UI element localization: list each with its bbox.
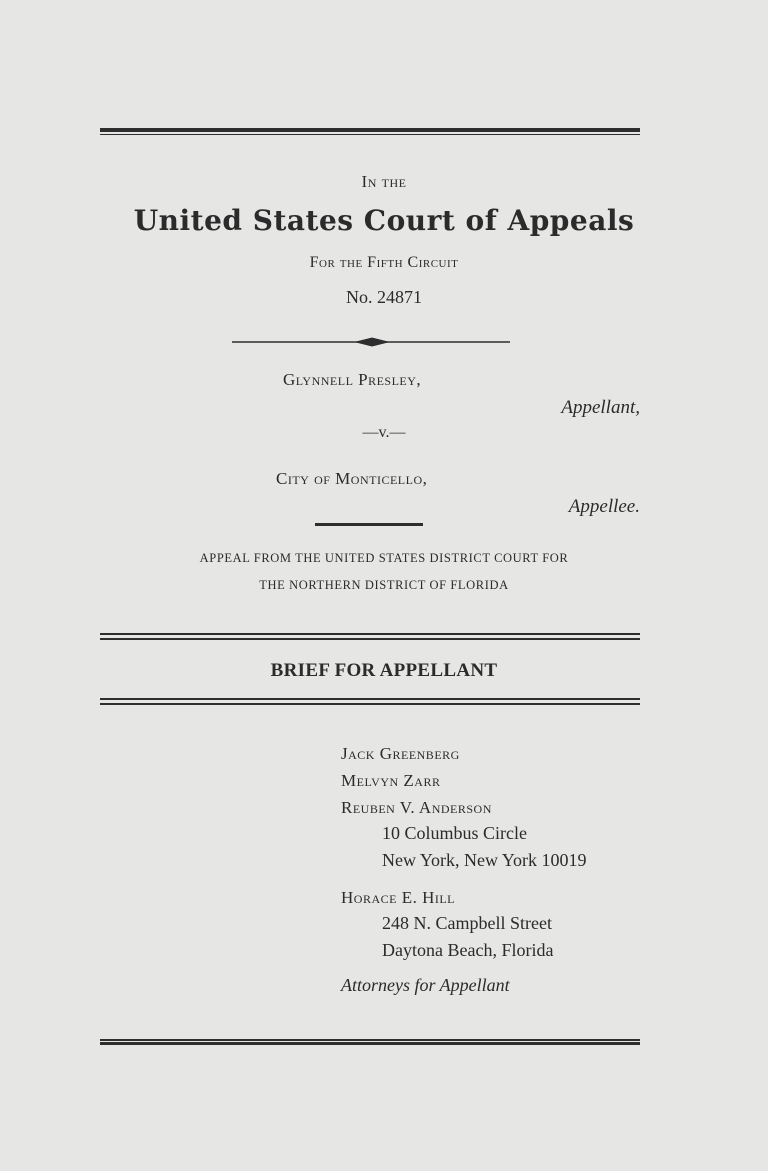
appeal-line-1: APPEAL FROM THE UNITED STATES DISTRICT COURT FOR [199,551,569,565]
appellee-name: City of Monticello, [276,469,428,488]
attorneys-role: Attorneys for Appellant [341,975,510,995]
address-2-line-2: Daytona Beach, Florida [382,940,554,960]
versus-separator: —v.— [362,424,406,441]
brief-title-lower-rule [100,698,640,705]
appeal-line-2: THE NORTHERN DISTRICT OF FLORIDA [259,578,509,592]
address-1-line-2: New York, New York 10019 [382,850,587,870]
brief-title: BRIEF FOR APPELLANT [270,660,498,681]
attorney-name: Reuben V. Anderson [341,798,492,817]
address-1-line-1: 10 Columbus Circle [382,823,527,843]
bottom-double-rule [100,1039,640,1045]
attorney-name: Horace E. Hill [341,888,456,907]
diamond-ornament-rule [232,336,510,348]
top-double-rule [100,128,640,135]
docket-number: No. 24871 [346,287,422,307]
attorney-name: Jack Greenberg [341,744,460,763]
in-the-heading: In the [361,172,407,191]
appellant-name: Glynnell Presley, [283,370,422,389]
circuit-line: For the Fifth Circuit [309,254,459,271]
brief-title-upper-rule [100,633,640,640]
short-rule [315,523,423,526]
court-name: United States Court of Appeals [133,204,635,237]
address-2-line-1: 248 N. Campbell Street [382,913,552,933]
appellee-role: Appellee. [568,496,640,517]
appellant-role: Appellant, [561,397,640,418]
attorney-name: Melvyn Zarr [341,771,441,790]
